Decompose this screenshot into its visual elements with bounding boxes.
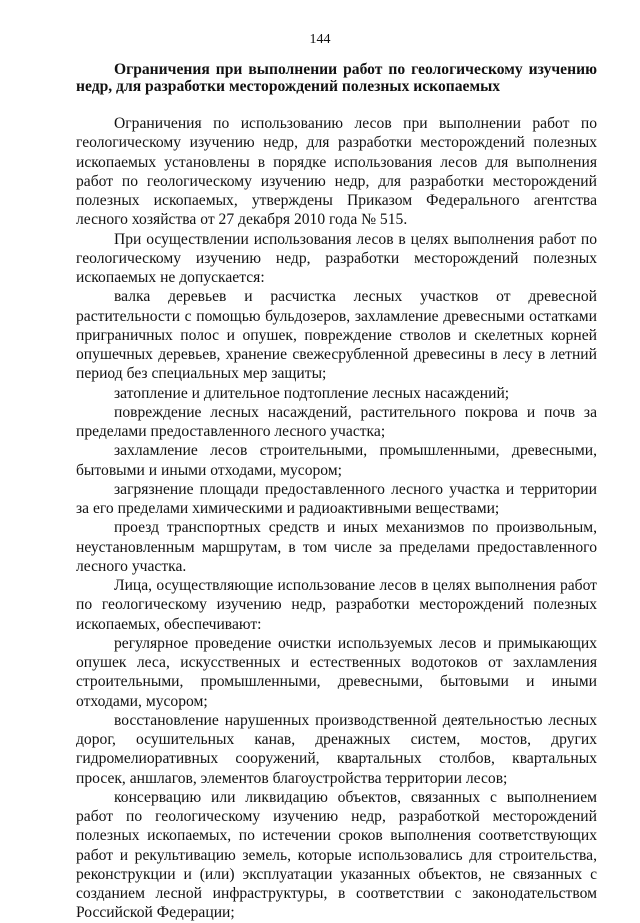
- paragraph-prohibition-felling: валка деревьев и расчистка лесных участков от древесной растительности с помощью бульдозеров, захламление древесными остатками приграничных полос и опушек, повреждение стволов и скелетных корней опушечных деревьев, хранение свежесрубленной древесины в лесу в летний период без специальных мер защиты;: [76, 288, 597, 383]
- paragraph-intro: Ограничения по использованию лесов при выполнении работ по геологическому изучению недр, для разработки месторождений полезных ископаемых установлены в порядке использования лесов для выполнения работ по геологическому изучению недр, для разработки месторождений полезных ископаемых, утверждены Приказом Федерального агентства лесного хозяйства от 27 декабря 2010 года № 515.: [76, 115, 597, 229]
- paragraph-prohibition-vehicles: проезд транспортных средств и иных механизмов по произвольным, неустановленным маршрутам, в том числе за пределами предоставленного лесного участка.: [76, 519, 597, 575]
- paragraph-obligation-cleaning: регулярное проведение очистки используемых лесов и примыкающих опушек леса, искусственных и естественных водотоков от захламления строительными, промышленными, древесными, бытовыми и иными отходами, мусором;: [76, 634, 597, 710]
- paragraph-prohibition-damage: повреждение лесных насаждений, растительного покрова и почв за пределами предоставленного лесного участка;: [76, 403, 597, 440]
- body-text: [76, 114, 597, 923]
- paragraph-obligation-conservation: консервацию или ликвидацию объектов, связанных с выполнением работ по геологическому изучению недр, разработкой месторождений полезных ископаемых, по истечении сроков выполнения соответствующих работ и рекультивацию земель, которые использовались для строительства, реконструкции и (или) эксплуатации указанных объектов, не связанных с созданием лесной инфраструктуры, в соответствии с законодательством Российской Федерации;: [76, 788, 597, 922]
- paragraph-prohibitions-intro: При осуществлении использования лесов в целях выполнения работ по геологическому изучению недр, разработки месторождений полезных ископаемых не допускается:: [76, 230, 597, 286]
- paragraph-prohibition-pollution: загрязнение площади предоставленного лесного участка и территории за его пределами химическими и радиоактивными веществами;: [76, 480, 597, 517]
- section-heading: Ограничения при выполнении работ по геологическому изучению недр, для разработки месторождений полезных ископаемых: [76, 61, 597, 95]
- paragraph-obligation-restoration: восстановление нарушенных производственной деятельностью лесных дорог, осушительных канав, дренажных систем, мостов, других гидромелиоративных сооружений, квартальных столбов, квартальных просек, аншлагов, элементов благоустройства территории лесов;: [76, 711, 597, 787]
- paragraph-prohibition-flooding: затопление и длительное подтопление лесных насаждений;: [114, 384, 510, 402]
- page-number: 144: [309, 32, 331, 47]
- paragraph-prohibition-littering: захламление лесов строительными, промышленными, древесными, бытовыми и иными отходами, мусором;: [76, 442, 597, 479]
- paragraph-obligations-intro: Лица, осуществляющие использование лесов в целях выполнения работ по геологическому изучению недр, разработки месторождений полезных ископаемых, обеспечивают:: [76, 577, 597, 633]
